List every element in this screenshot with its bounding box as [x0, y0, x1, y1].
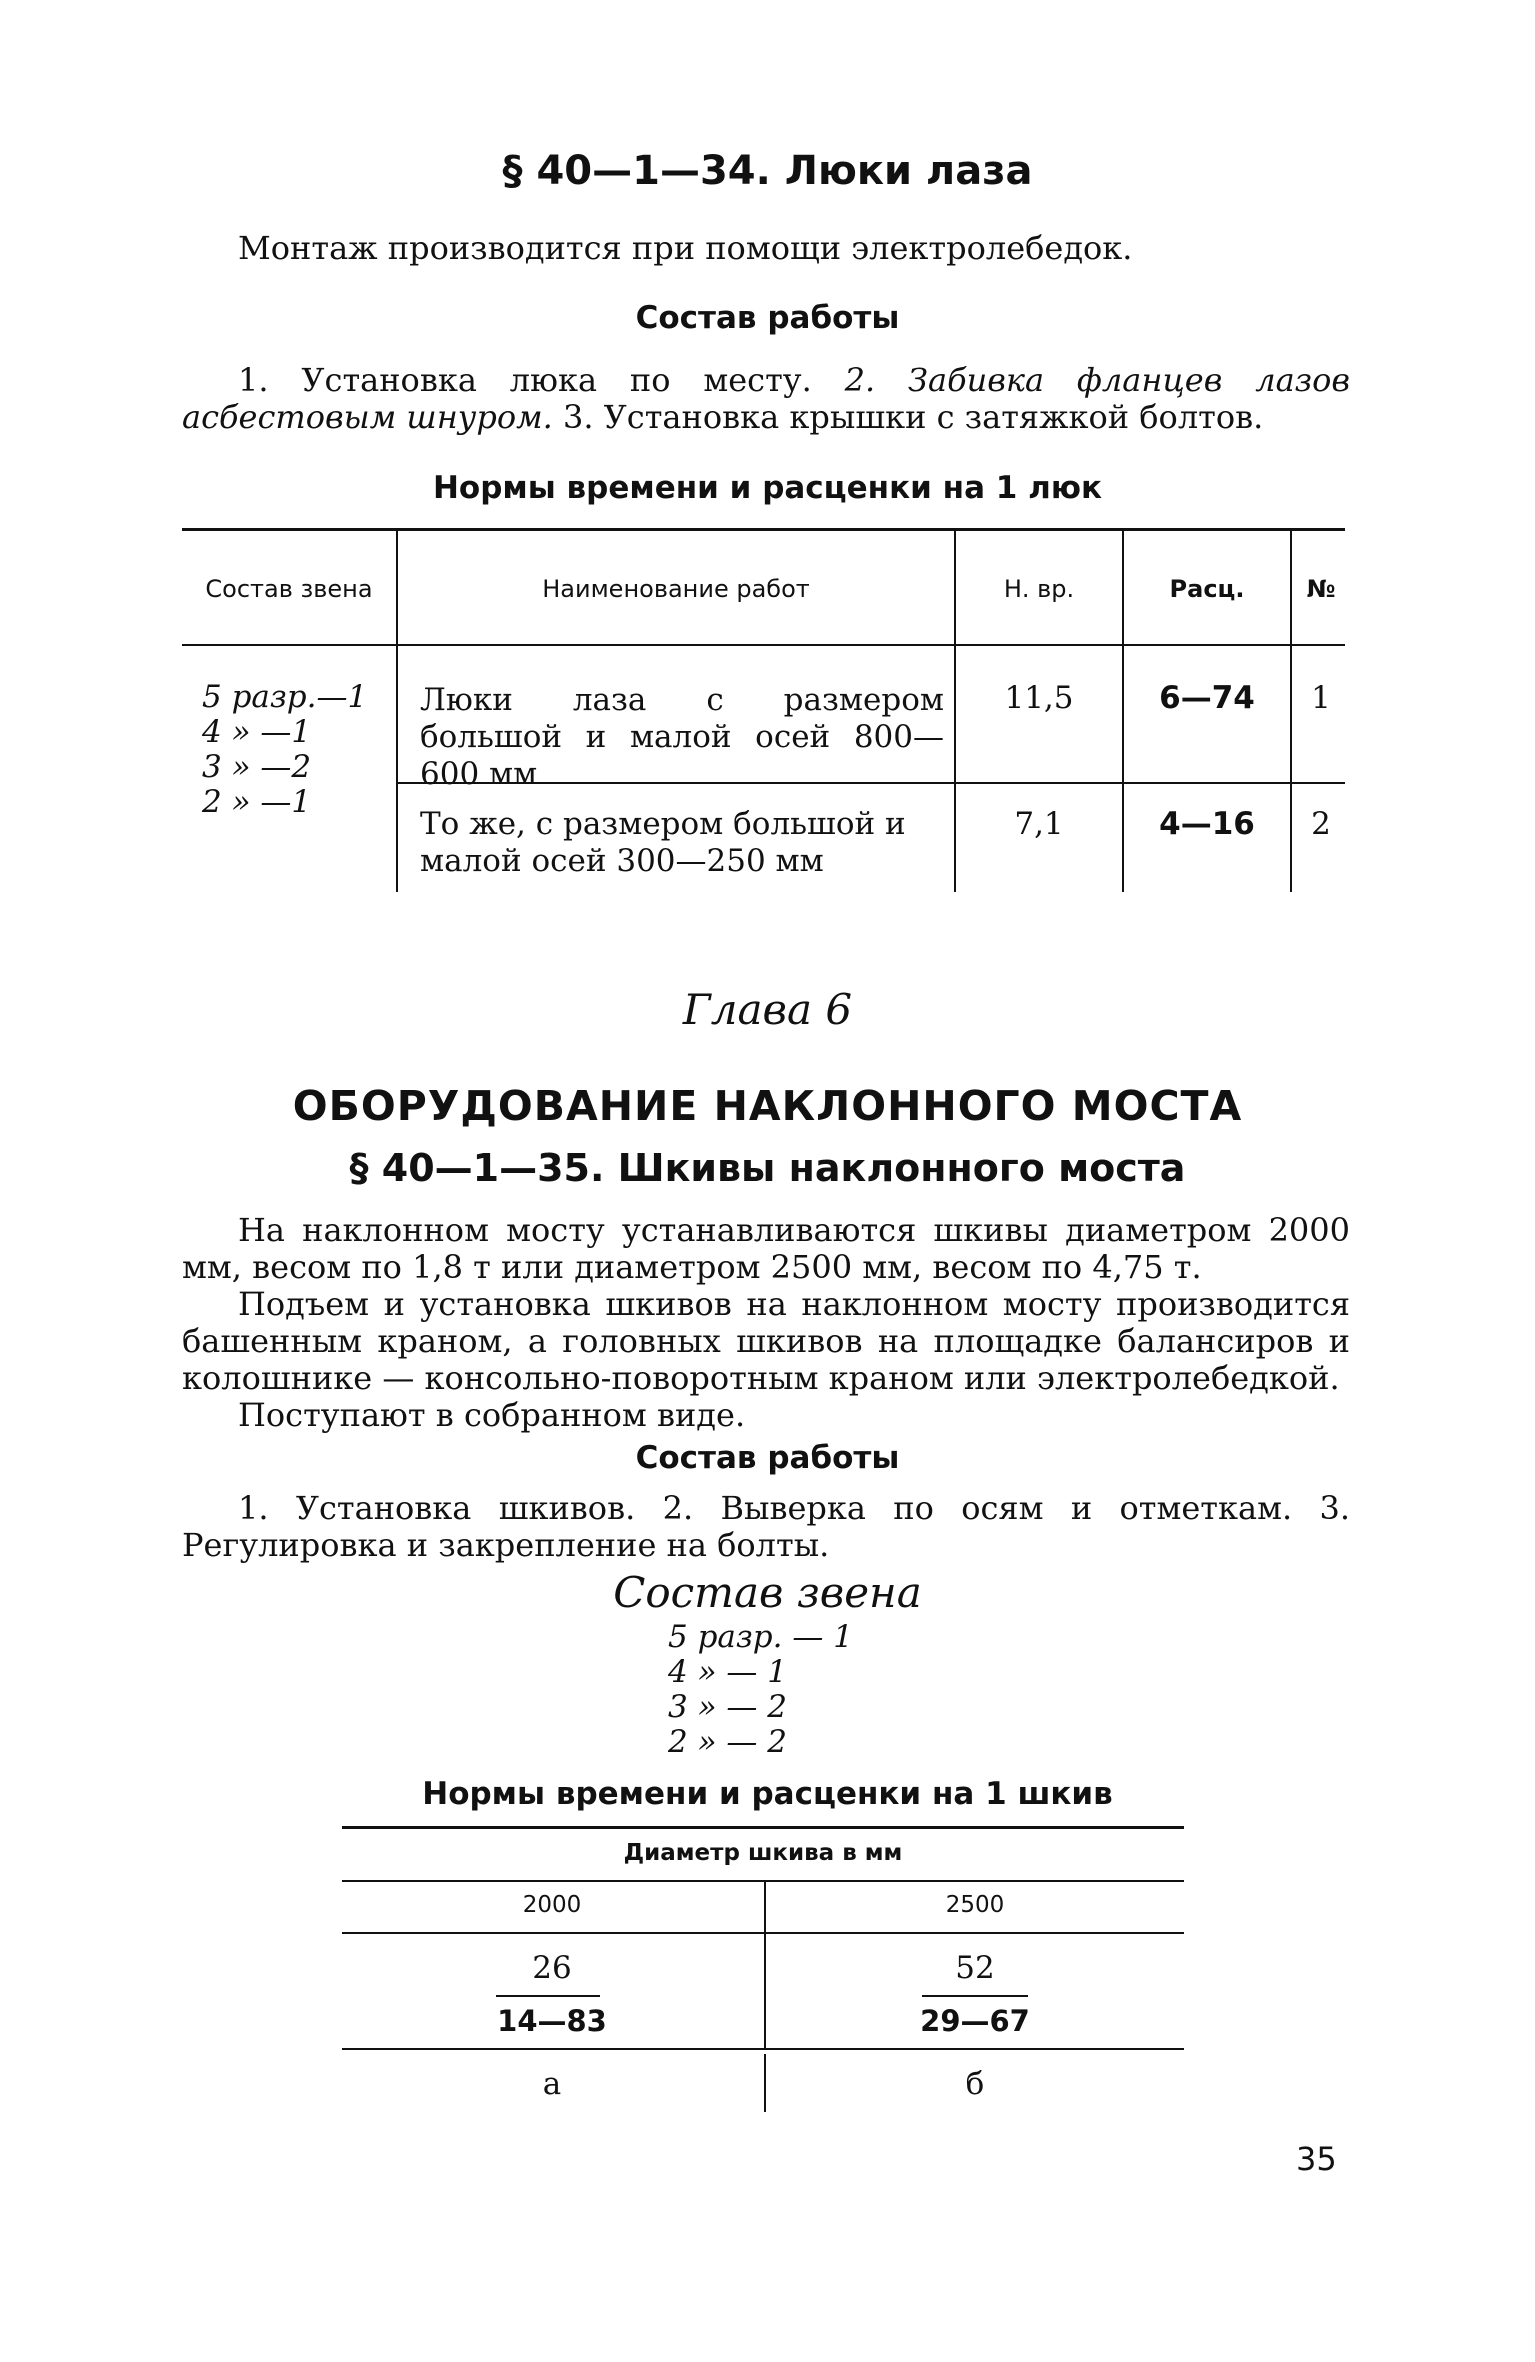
crew-line: 5 разр.—1 — [202, 679, 368, 715]
table1-row1-work: Люки лаза с размером большой и малой осей 800—600 мм — [420, 682, 944, 792]
crew-line: 4 » — 1 — [668, 1654, 787, 1690]
table1-row2-time: 7,1 — [1014, 806, 1064, 842]
section1-intro: Монтаж производится при помощи электролебедок. — [238, 229, 1133, 267]
table1-row1-num: 1 — [1311, 680, 1331, 716]
work-item-3: 3. Установка крышки с затяжкой болтов. — [562, 398, 1264, 436]
col-header-rate: Расц. — [1169, 575, 1245, 603]
table2-top-rule — [342, 1826, 1184, 1829]
section2-work-items: 1. Установка шкивов. 2. Выверка по осям и отметкам. 3. Регулировка и закрепление на болты. — [182, 1489, 1350, 1564]
section-title-40-1-34: § 40—1—34. Люки лаза — [502, 148, 1033, 194]
table2-col2-letter: б — [965, 2066, 985, 2102]
col-header-num: № — [1306, 575, 1336, 603]
col-header-time: Н. вр. — [1003, 575, 1075, 603]
crew-line: 3 » — 2 — [668, 1689, 787, 1725]
section2-work-heading: Состав работы — [635, 1440, 900, 1476]
table2-title: Нормы времени и расценки на 1 шкив — [422, 1776, 1113, 1812]
table2-col2-rate: 29—67 — [920, 2004, 1030, 2038]
table1-row2-rate: 4—16 — [1159, 806, 1255, 842]
table1-title: Нормы времени и расценки на 1 люк — [432, 470, 1103, 506]
table1-row2-num: 2 — [1311, 806, 1331, 842]
table2-subheader-rule — [342, 1932, 1184, 1934]
table2-col1-fraction-bar — [496, 1995, 600, 1997]
table2-col2-diameter: 2500 — [945, 1892, 1005, 1918]
section1-work-heading: Состав работы — [635, 300, 900, 336]
table2-col2-fraction-bar — [922, 1995, 1028, 1997]
page-number: 35 — [1296, 2140, 1337, 2178]
table2-col1-time: 26 — [532, 1950, 572, 1986]
table2-col2-time: 52 — [955, 1950, 995, 1986]
paragraph-delivery: Поступают в собранном виде. — [238, 1396, 746, 1434]
table2-col1-rate: 14—83 — [497, 2004, 607, 2038]
table2-header: Диаметр шкива в мм — [623, 1840, 903, 1866]
table2-col1-diameter: 2000 — [522, 1892, 582, 1918]
chapter-label: Глава 6 — [682, 985, 853, 1034]
work-item-1: 1. Установка люка по месту. — [238, 361, 812, 399]
table2-bottom-rule — [342, 2048, 1184, 2050]
chapter-title: ОБОРУДОВАНИЕ НАКЛОННОГО МОСТА — [292, 1082, 1243, 1130]
table2-header-rule — [342, 1880, 1184, 1882]
crew-line: 4 » —1 — [202, 714, 312, 750]
work-item-2: 2. Забивка фланцев лазов асбестовым шнуром. — [182, 361, 1350, 436]
table1-row1-time: 11,5 — [1004, 680, 1074, 716]
paragraph-pulleys: На наклонном мосту устанавливаются шкивы диаметром 2000 мм, весом по 1,8 т или диаметром 2500 мм, весом по 4,75 т. — [182, 1211, 1350, 1286]
section-title-40-1-35: § 40—1—35. Шкивы наклонного моста — [349, 1146, 1186, 1190]
table1-row2-work: То же, с размером большой и малой осей 300—250 мм — [420, 806, 906, 879]
crew-heading: Состав звена — [613, 1568, 922, 1617]
col-header-crew: Состав звена — [205, 575, 373, 603]
table1-row1-rate: 6—74 — [1159, 680, 1255, 716]
crew-line: 2 » — 2 — [668, 1724, 787, 1760]
crew-line: 2 » —1 — [202, 784, 312, 820]
table2-col1-letter: а — [542, 2066, 562, 2102]
col-header-work: Наименование работ — [542, 575, 810, 603]
crew-line: 3 » —2 — [202, 749, 312, 785]
paragraph-lifting: Подъем и установка шкивов на наклонном мосту производится башенным краном, а головных шкивов на площадке балансиров и колошнике — консольно-поворотным краном или электролебедкой. — [182, 1285, 1350, 1397]
crew-line: 5 разр. — 1 — [668, 1619, 853, 1655]
